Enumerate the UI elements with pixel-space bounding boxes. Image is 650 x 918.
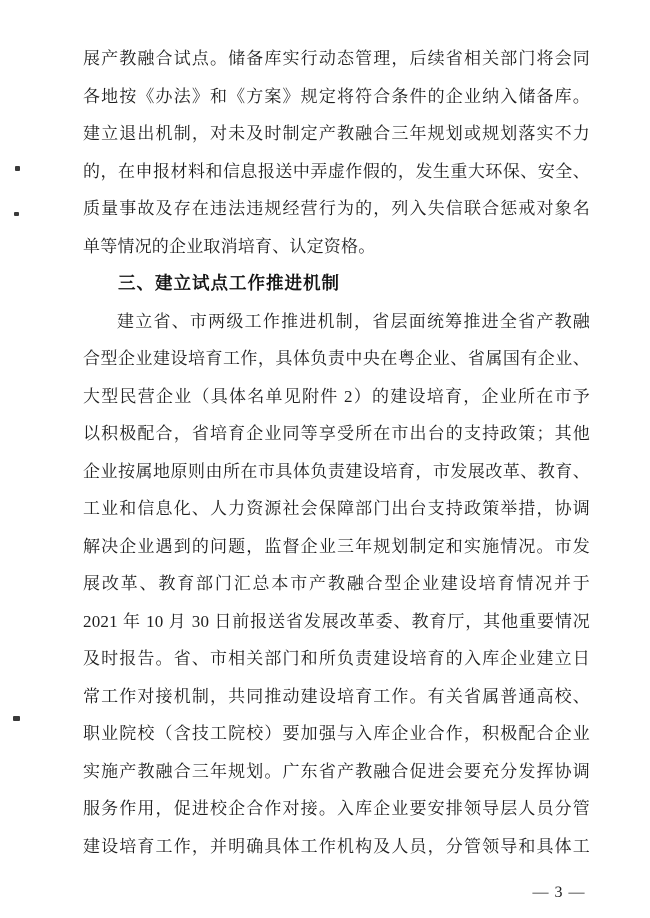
text-line: 职业院校（含技工院校）要加强与入库企业合作，积极配合企业 <box>83 724 590 743</box>
text-line: 以积极配合，省培育企业同等享受所在市出台的支持政策；其他 <box>83 424 590 443</box>
text-line: 工业和信息化、人力资源社会保障部门出台支持政策举措，协调 <box>83 499 590 518</box>
text-line: 实施产教融合三年规划。广东省产教融合促进会要充分发挥协调 <box>83 761 590 781</box>
text-line: 企业按属地原则由所在市具体负责建设培育，市发展改革、教育、 <box>83 461 590 481</box>
text-line: 常工作对接机制，共同推动建设培育工作。有关省属普通高校、 <box>83 686 590 706</box>
document-body <box>83 40 590 865</box>
text-line: 2021 年 10 月 30 日前报送省发展改革委、教育厅，其他重要情况 <box>83 611 590 631</box>
scan-speck <box>13 716 20 721</box>
text-line: 建立省、市两级工作推进机制，省层面统筹推进全省产教融 <box>117 311 590 331</box>
scan-speck <box>14 212 19 216</box>
text-line: 建设培育工作，并明确具体工作机构及人员，分管领导和具体工 <box>83 836 590 856</box>
text-line: 的，在申报材料和信息报送中弄虚作假的，发生重大环保、安全、 <box>83 161 590 181</box>
text-line: 各地按《办法》和《方案》规定将符合条件的企业纳入储备库。 <box>83 86 590 106</box>
text-line: 单等情况的企业取消培育、认定资格。 <box>83 236 376 256</box>
text-line: 合型企业建设培育工作，具体负责中央在粤企业、省属国有企业、 <box>83 349 590 368</box>
section-heading: 三、建立试点工作推进机制 <box>118 273 340 293</box>
text-line: 解决企业遇到的问题，监督企业三年规划制定和实施情况。市发 <box>83 536 590 556</box>
scan-speck <box>15 166 20 171</box>
page-number: — 3 — <box>532 884 586 901</box>
text-line: 大型民营企业（具体名单见附件 2）的建设培育，企业所在市予 <box>83 386 590 406</box>
text-line: 展产教融合试点。储备库实行动态管理，后续省相关部门将会同 <box>83 49 590 68</box>
text-line: 建立退出机制，对未及时制定产教融合三年规划或规划落实不力 <box>83 124 590 143</box>
text-line: 展改革、教育部门汇总本市产教融合型企业建设培育情况并于 <box>83 574 590 593</box>
text-line: 服务作用，促进校企合作对接。入库企业要安排领导层人员分管 <box>83 799 590 818</box>
text-line: 质量事故及存在违法违规经营行为的，列入失信联合惩戒对象名 <box>83 199 590 218</box>
text-line: 及时报告。省、市相关部门和所负责建设培育的入库企业建立日 <box>83 649 590 668</box>
